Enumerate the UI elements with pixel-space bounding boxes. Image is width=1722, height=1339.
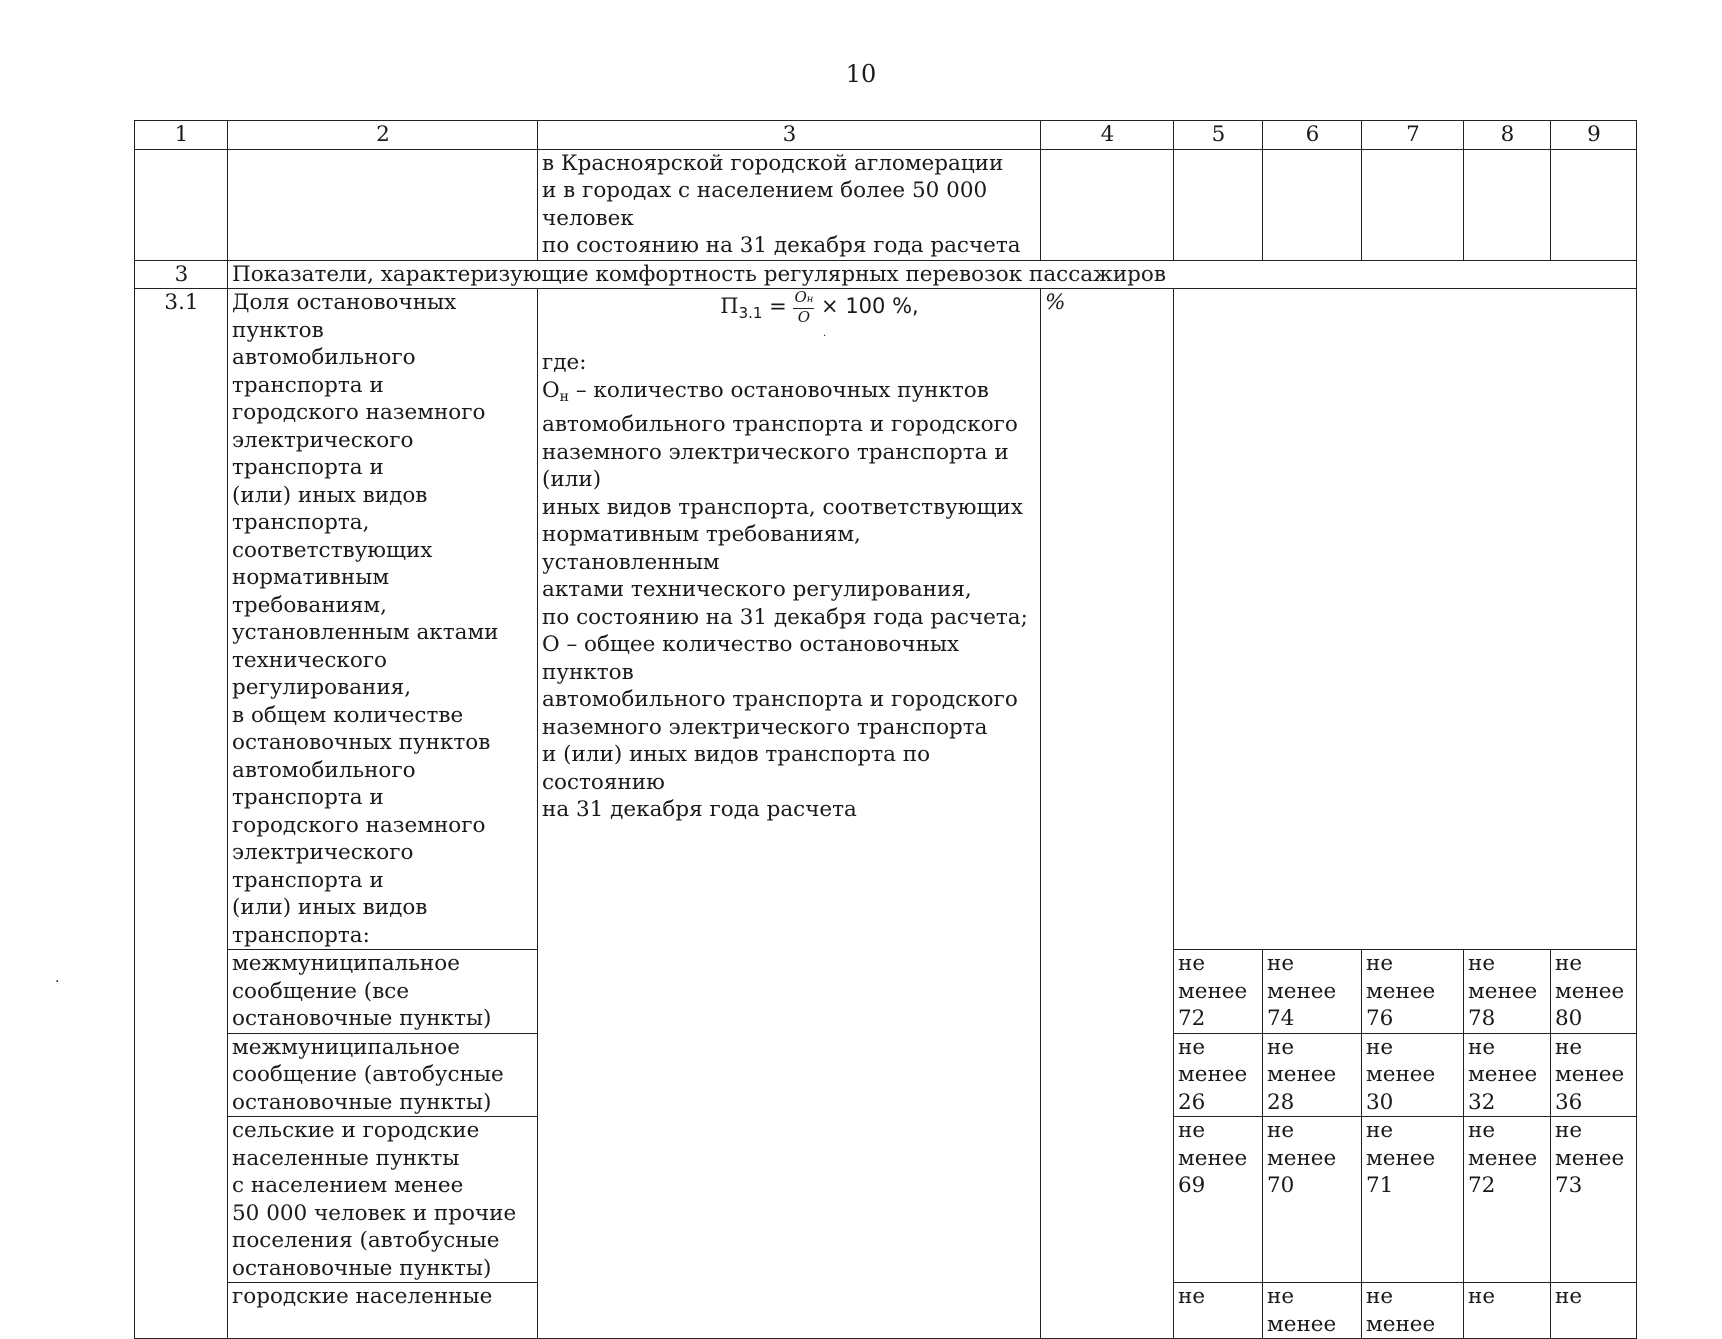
sub-row-name	[228, 1283, 538, 1339]
text-line: Доля остановочных пунктов	[232, 290, 457, 343]
table-cell	[228, 149, 538, 260]
text-line: поселения (автобусные	[232, 1228, 500, 1253]
value-line: менее	[1555, 978, 1625, 1004]
value-cell	[1174, 950, 1263, 1034]
column-number: 3	[538, 121, 1041, 150]
table-cell	[1041, 149, 1174, 260]
value-line: менее	[1468, 1062, 1538, 1087]
value-line: не	[1468, 951, 1496, 976]
value-line: 78	[1468, 1006, 1496, 1031]
text-line: городские населенные	[232, 1284, 493, 1309]
section-title: Показатели, характеризующие комфортность регулярных перевозок пассажиров	[228, 260, 1637, 289]
indicator-number: 3.1	[135, 289, 228, 1339]
value-line: не	[1468, 1284, 1496, 1309]
numerator-subscript: н	[806, 294, 814, 305]
value-cell	[1362, 1283, 1464, 1339]
value-line: 76	[1366, 1006, 1394, 1031]
column-number-row	[135, 121, 1637, 150]
text-line: и в городах с населением более 50 000 человек	[542, 178, 988, 231]
continued-row	[135, 149, 1637, 260]
text-line: актами технического регулирования,	[542, 577, 972, 602]
value-line: не менее	[1267, 1034, 1337, 1087]
indicator-formula-cell	[538, 289, 1041, 1339]
value-cell	[1464, 1283, 1551, 1339]
value-line: не менее	[1267, 951, 1337, 1004]
value-cell	[1263, 1033, 1362, 1117]
formula-denominator: О	[797, 308, 811, 326]
value-line: не	[1468, 1034, 1496, 1060]
table-cell	[1174, 149, 1263, 260]
text-line: автомобильного транспорта и городского	[542, 412, 1018, 437]
text-line: по состоянию на 31 декабря года расчета;	[542, 604, 1028, 630]
value-line: 28	[1267, 1089, 1295, 1115]
value-line: 80	[1555, 1006, 1583, 1031]
value-line: 72	[1468, 1173, 1496, 1198]
text-line: по состоянию на 31 декабря года расчета	[542, 233, 1021, 258]
value-line: менее	[1178, 978, 1248, 1004]
value-cell	[1464, 950, 1551, 1034]
text-line: межмуниципальное	[232, 1034, 460, 1060]
text-line: автомобильного транспорта и городского	[542, 687, 1018, 712]
section-number: 3	[135, 260, 228, 289]
column-number: 8	[1464, 121, 1551, 150]
text-line: остановочных пунктов	[232, 730, 491, 755]
text-line: наземного электрического транспорта и (или)	[542, 439, 1009, 492]
value-line: не	[1555, 1118, 1583, 1143]
value-line: менее	[1468, 978, 1538, 1004]
text-line: с населением менее	[232, 1173, 464, 1198]
table-cell	[135, 149, 228, 260]
text-line: на 31 декабря года расчета	[542, 797, 857, 822]
value-line: не менее	[1366, 951, 1436, 1004]
table-cell	[1464, 149, 1551, 260]
value-line: 26	[1178, 1089, 1206, 1115]
value-line: менее	[1555, 1062, 1625, 1087]
formula-rhs: × 100 %,	[821, 294, 919, 318]
text-line: электрического транспорта и	[232, 840, 414, 893]
indicators-table	[134, 120, 1637, 1339]
value-cell	[1263, 1283, 1362, 1339]
text-line: остановочные пункты)	[232, 1089, 492, 1115]
value-line: не	[1178, 951, 1206, 976]
value-line: 74	[1267, 1006, 1295, 1031]
text-line: нормативным требованиям,	[232, 565, 390, 618]
formula-lhs: П	[720, 294, 739, 318]
value-line: не	[1555, 1284, 1583, 1309]
value-cell	[1551, 950, 1637, 1034]
value-cell	[1263, 950, 1362, 1034]
text-line: автомобильного транспорта и	[232, 757, 416, 810]
formula-lhs-subscript: 3.1	[738, 304, 763, 322]
column-number: 6	[1263, 121, 1362, 150]
text-line: городского наземного	[232, 812, 486, 838]
value-line: 32	[1468, 1089, 1496, 1115]
value-line: менее	[1468, 1145, 1538, 1171]
text-line	[542, 377, 1037, 412]
where-label: где:	[542, 350, 587, 375]
formula-fraction	[793, 289, 814, 325]
text-line: транспорта:	[232, 922, 370, 948]
value-cell	[1362, 950, 1464, 1034]
value-line: не менее	[1267, 1118, 1337, 1171]
column-number: 2	[228, 121, 538, 150]
text-line: наземного электрического транспорта	[542, 714, 988, 740]
text-line: электрического транспорта и	[232, 427, 414, 480]
value-line: не	[1555, 951, 1583, 976]
table-cell	[1362, 149, 1464, 260]
var-subscript: н	[559, 388, 569, 405]
var-symbol: О	[542, 377, 560, 403]
text-line: установленным актами	[232, 620, 499, 645]
value-line: 36	[1555, 1089, 1583, 1115]
unit-cell: %	[1041, 289, 1174, 1339]
section-row	[135, 260, 1637, 289]
value-line: не	[1178, 1284, 1206, 1309]
text-line: и (или) иных видов транспорта по состоянию	[542, 742, 931, 795]
value-line: не	[1468, 1118, 1496, 1143]
text-line: О – общее количество остановочных пунктов	[542, 632, 960, 685]
column-number: 9	[1551, 121, 1637, 150]
formula-equals: =	[769, 294, 787, 318]
value-line: 70	[1267, 1173, 1295, 1198]
var-definition: – количество остановочных пунктов	[568, 377, 989, 403]
value-line: не менее	[1366, 1034, 1436, 1087]
table-cell	[1551, 149, 1637, 260]
scan-speck: ·	[55, 974, 60, 990]
text-line: автомобильного транспорта и	[232, 345, 416, 398]
text-line: (или) иных видов транспорта,	[232, 482, 428, 535]
column-number: 1	[135, 121, 228, 150]
value-line: не	[1555, 1034, 1583, 1060]
continued-description	[538, 149, 1041, 260]
text-line: 50 000 человек и прочие	[232, 1200, 517, 1226]
value-cell	[1551, 1033, 1637, 1117]
value-line: 73	[1555, 1173, 1583, 1198]
text-line: сообщение (все	[232, 978, 410, 1004]
column-number: 5	[1174, 121, 1263, 150]
value-line: не менее	[1366, 1284, 1436, 1337]
text-line: иных видов транспорта, соответствующих	[542, 494, 1023, 520]
text-line: населенные пункты	[232, 1145, 460, 1171]
column-number: 4	[1041, 121, 1174, 150]
text-line: (или) иных видов	[232, 895, 428, 920]
text-line: городского наземного	[232, 400, 486, 425]
value-line: не	[1178, 1118, 1206, 1143]
formula-numerator	[793, 289, 814, 309]
value-line: 30	[1366, 1089, 1394, 1115]
text-line: межмуниципальное	[232, 951, 460, 976]
page-number: 10	[845, 60, 877, 88]
value-cell	[1464, 1033, 1551, 1117]
text-line: сельские и городские	[232, 1118, 480, 1143]
text-line: соответствующих	[232, 537, 433, 563]
formula	[542, 289, 1037, 349]
empty-values-cell	[1174, 289, 1637, 950]
value-cell	[1174, 1033, 1263, 1117]
sub-row-name	[228, 950, 538, 1034]
text-line: в общем количестве	[232, 702, 464, 728]
value-line: менее	[1178, 1145, 1248, 1171]
column-number: 7	[1362, 121, 1464, 150]
value-line: 72	[1178, 1006, 1206, 1031]
value-cell	[1362, 1033, 1464, 1117]
text-line: технического регулирования,	[232, 647, 412, 700]
text-line: в Красноярской городской агломерации	[542, 150, 1004, 176]
indicator-name	[228, 289, 538, 950]
value-line: менее	[1555, 1145, 1625, 1171]
value-line: не менее	[1267, 1284, 1337, 1337]
text-line: нормативным требованиям, установленным	[542, 522, 861, 575]
value-cell	[1551, 1283, 1637, 1339]
indicator-row	[135, 289, 1637, 950]
text-line: сообщение (автобусные	[232, 1062, 504, 1087]
value-line: не	[1178, 1034, 1206, 1060]
sub-row-name	[228, 1033, 538, 1117]
value-line: не менее	[1366, 1118, 1436, 1171]
text-line: остановочные пункты)	[232, 1255, 492, 1281]
numerator-symbol: О	[794, 288, 807, 306]
value-line: менее	[1178, 1062, 1248, 1087]
table-cell	[1263, 149, 1362, 260]
value-line: 69	[1178, 1173, 1206, 1198]
scan-speck: ·	[823, 331, 827, 342]
value-line: 71	[1366, 1173, 1394, 1198]
text-line: остановочные пункты)	[232, 1006, 492, 1031]
value-cell	[1174, 1283, 1263, 1339]
